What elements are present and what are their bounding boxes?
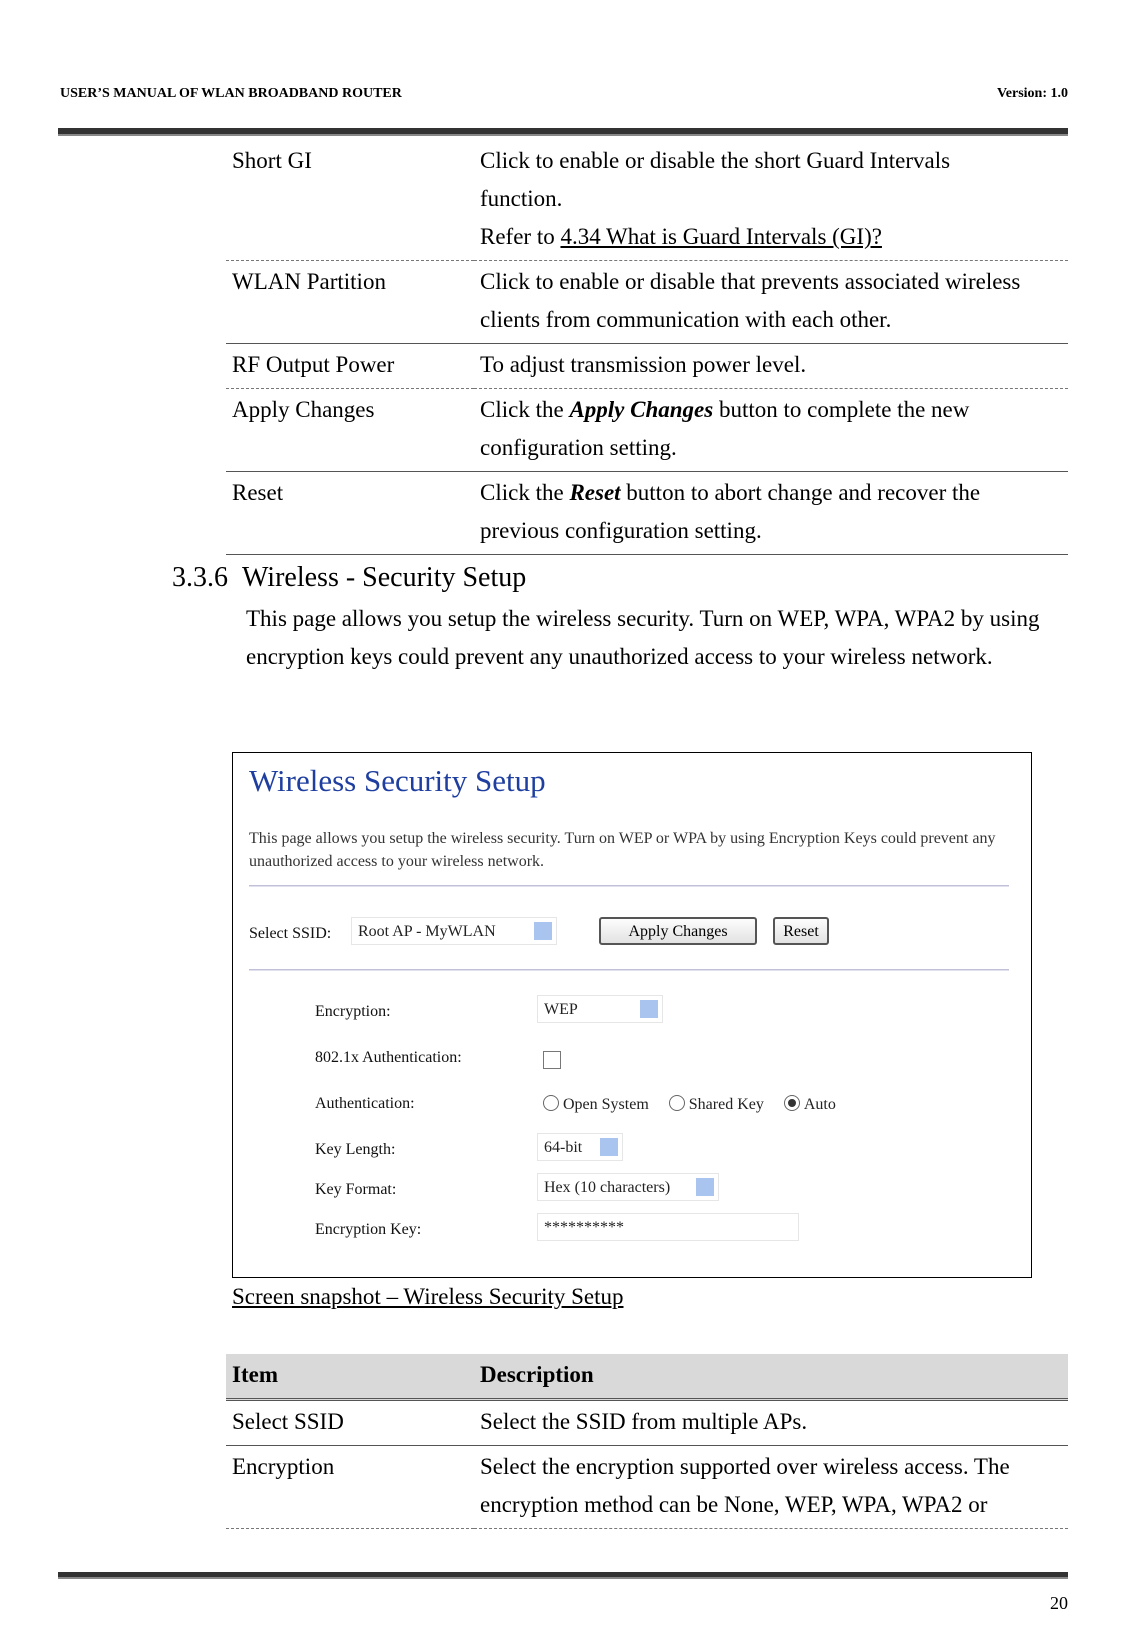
screenshot-title: Wireless Security Setup: [249, 763, 546, 798]
section-heading: [172, 562, 526, 594]
item-cell: Apply Changes: [232, 397, 375, 422]
item-cell: RF Output Power: [232, 352, 395, 377]
auto-radio[interactable]: [784, 1095, 800, 1111]
reset-button[interactable]: Reset: [773, 917, 829, 945]
encryption-dropdown[interactable]: [537, 995, 663, 1023]
key-length-dropdown[interactable]: [537, 1133, 623, 1161]
desc-text: Click to enable or disable the short Guard Intervals: [480, 148, 951, 173]
header-version: Version: 1.0: [996, 86, 1068, 101]
item-cell: Select SSID: [232, 1409, 344, 1434]
select-ssid-dropdown[interactable]: [351, 917, 557, 945]
item-cell: Reset: [232, 480, 284, 505]
key-length-value: 64-bit: [544, 1139, 583, 1156]
table-row: [226, 1446, 1068, 1529]
chevron-down-icon: [696, 1178, 714, 1196]
desc-cell: Click to enable or disable that prevents associated wireless clients from communication with each other.: [480, 269, 1021, 332]
key-length-label: Key Length:: [315, 1141, 396, 1158]
key-format-value: Hex (10 characters): [544, 1179, 671, 1196]
desc-text: Click the: [480, 480, 570, 505]
screenshot-panel: [232, 752, 1032, 1278]
encryption-label: Encryption:: [315, 1003, 391, 1020]
key-format-label: Key Format:: [315, 1181, 397, 1198]
select-ssid-label: Select SSID:: [249, 925, 332, 942]
table-row: [226, 344, 1068, 389]
desc-text: button to abort change and recover the previous configuration setting.: [480, 480, 981, 543]
encryption-key-label: Encryption Key:: [315, 1221, 422, 1238]
guard-interval-link[interactable]: 4.34 What is Guard Intervals (GI)?: [560, 224, 882, 249]
chevron-down-icon: [600, 1138, 618, 1156]
desc-cell: [474, 140, 1068, 261]
open-system-radio[interactable]: [543, 1095, 559, 1111]
top-description-table: [226, 140, 1068, 555]
table-row: [226, 1400, 1068, 1446]
dot1x-checkbox[interactable]: [543, 1051, 561, 1069]
table-row: [226, 389, 1068, 472]
desc-cell: [474, 472, 1068, 555]
screenshot-caption: Screen snapshot – Wireless Security Setup: [232, 1284, 624, 1309]
section-number: 3.3.6: [172, 562, 228, 593]
table-header-row: [226, 1354, 1068, 1400]
desc-text: Click the: [480, 397, 570, 422]
divider: [249, 885, 1009, 887]
encryption-key-input[interactable]: **********: [537, 1213, 799, 1241]
chevron-down-icon: [640, 1000, 658, 1018]
auto-label: Auto: [803, 1096, 836, 1113]
item-cell: WLAN Partition: [232, 269, 386, 294]
encryption-value: WEP: [544, 1001, 578, 1018]
authentication-radio-group: [543, 1095, 852, 1114]
dot1x-label: 802.1x Authentication:: [315, 1049, 462, 1066]
section-title: Wireless - Security Setup: [242, 562, 527, 593]
authentication-label: Authentication:: [315, 1095, 415, 1112]
ref-prefix: Refer to: [480, 224, 561, 249]
footer-rule: [58, 1572, 1068, 1579]
desc-text: button to complete the new configuration setting.: [480, 397, 970, 460]
select-ssid-value: Root AP - MyWLAN: [358, 923, 496, 940]
table-row: [226, 140, 1068, 261]
screenshot-description: This page allows you setup the wireless security. Turn on WEP or WPA by using Encryption Keys could prevent any unauthorized access to your wireless network.: [249, 830, 996, 870]
shared-key-label: Shared Key: [688, 1096, 764, 1113]
desc-cell: [474, 389, 1068, 472]
header-item: Item: [232, 1362, 278, 1387]
divider: [249, 969, 1009, 971]
bottom-description-table: [226, 1354, 1068, 1529]
apply-changes-button[interactable]: Apply Changes: [599, 917, 757, 945]
desc-emphasis: Reset: [569, 480, 621, 505]
desc-cell: To adjust transmission power level.: [480, 352, 807, 377]
header-description: Description: [480, 1362, 594, 1387]
desc-cell: Select the encryption supported over wireless access. The encryption method can be None, WEP, WPA, WPA2 or: [480, 1454, 1010, 1517]
table-row: [226, 472, 1068, 555]
desc-emphasis: Apply Changes: [569, 397, 714, 422]
open-system-label: Open System: [563, 1096, 649, 1113]
page-number: 20: [1050, 1593, 1068, 1613]
desc-cell: Select the SSID from multiple APs.: [480, 1409, 808, 1434]
shared-key-radio[interactable]: [669, 1095, 685, 1111]
item-cell: Encryption: [232, 1454, 335, 1479]
header-title: USER’S MANUAL OF WLAN BROADBAND ROUTER: [60, 86, 402, 101]
key-format-dropdown[interactable]: [537, 1173, 719, 1201]
chevron-down-icon: [534, 922, 552, 940]
section-intro: This page allows you setup the wireless security. Turn on WEP, WPA, WPA2 by using encryption keys could prevent any unauthorized access to your wireless network.: [246, 606, 1040, 669]
item-cell: Short GI: [232, 148, 312, 173]
header-rule: [58, 128, 1068, 136]
desc-text: function.: [480, 186, 563, 211]
table-row: [226, 261, 1068, 344]
